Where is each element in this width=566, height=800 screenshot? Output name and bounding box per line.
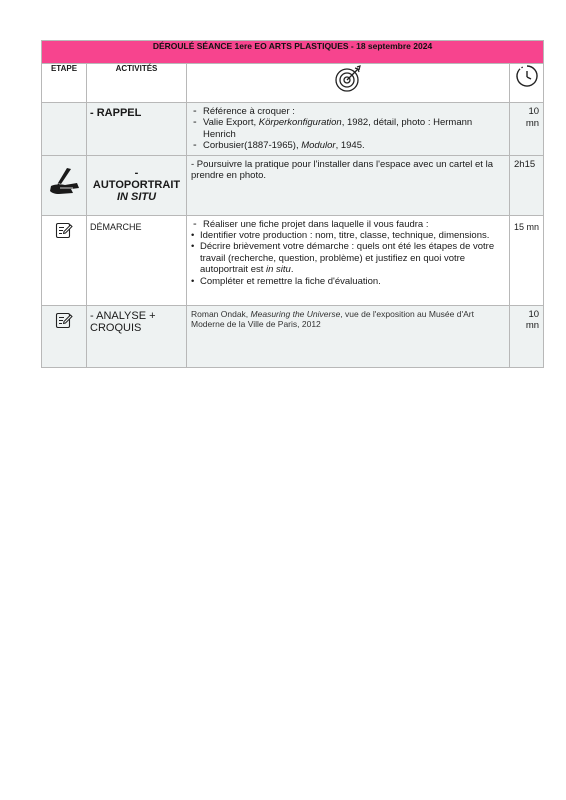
table-title: DÉROULÉ SÉANCE 1ere EO ARTS PLASTIQUES - 18 septembre 2024	[42, 41, 544, 64]
list-item: - Référence à croquer :	[191, 106, 505, 117]
row-analyse	[42, 305, 544, 367]
duration-value: 15 mn	[510, 215, 544, 305]
header-duration	[510, 64, 544, 103]
row-analyse-etape	[42, 305, 87, 367]
activity-subtitle: CROQUIS	[90, 321, 142, 334]
duration-value: 10 mn	[510, 305, 544, 367]
activity-title: - ANALYSE +	[90, 309, 156, 322]
row-demarche-activity: DÉMARCHE	[87, 215, 187, 305]
row-autoportrait-activity	[87, 155, 187, 215]
row-demarche-content	[187, 215, 510, 305]
hand-writing-icon	[47, 166, 81, 205]
target-icon	[333, 64, 363, 96]
row-analyse-content: Roman Ondak, Measuring the Universe, vue de l'exposition au Musée d'Art Moderne de la Ville de Paris, 2012	[187, 305, 510, 367]
row-rappel	[42, 103, 544, 156]
clock-icon	[515, 64, 539, 90]
row-demarche	[42, 215, 544, 305]
title-row	[42, 41, 544, 64]
demarche-intro	[191, 219, 505, 230]
activity-title: AUTOPORTRAIT	[92, 179, 181, 192]
notepad-pencil-icon	[55, 222, 73, 245]
list-item: • Décrire brièvement votre démarche : quels ont été les étapes de votre travail (recherche, question, problème) et justifiez en quoi votre autoportrait est in situ.	[191, 241, 505, 275]
activity-subtitle: IN SITU	[116, 191, 157, 204]
list-item: - Corbusier(1887-1965), Modulor, 1945.	[191, 140, 505, 151]
activity-dash: -	[134, 167, 139, 180]
row-demarche-etape	[42, 215, 87, 305]
list-item: - Réaliser une fiche projet dans laquelle il vous faudra :	[191, 219, 505, 230]
row-rappel-content	[187, 103, 510, 156]
row-analyse-activity	[87, 305, 187, 367]
lesson-table	[41, 40, 544, 368]
header-row	[42, 64, 544, 103]
list-item: • Identifier votre production : nom, titre, classe, technique, dimensions.	[191, 230, 505, 241]
row-autoportrait	[42, 155, 544, 215]
activity-title: - RAPPEL	[90, 107, 142, 119]
list-item: • Compléter et remettre la fiche d'évaluation.	[191, 276, 505, 287]
row-rappel-activity	[87, 103, 187, 156]
reference-list	[191, 106, 505, 152]
list-item: - Valie Export, Körperkonfiguration, 1982, détail, photo : Hermann Henrich	[191, 117, 505, 140]
row-autoportrait-content: - Poursuivre la pratique pour l'installer dans l'espace avec un cartel et la prendre en photo.	[187, 155, 510, 215]
demarche-bullets	[191, 230, 505, 287]
row-autoportrait-etape	[42, 155, 87, 215]
duration-value: 2h15	[510, 155, 544, 215]
notepad-pencil-icon	[55, 312, 73, 335]
duration-value: 10 mn	[510, 103, 544, 156]
header-activites: ACTIVITÉS	[87, 64, 187, 103]
header-objective	[187, 64, 510, 103]
header-etape: ETAPE	[42, 64, 87, 103]
row-rappel-etape	[42, 103, 87, 156]
